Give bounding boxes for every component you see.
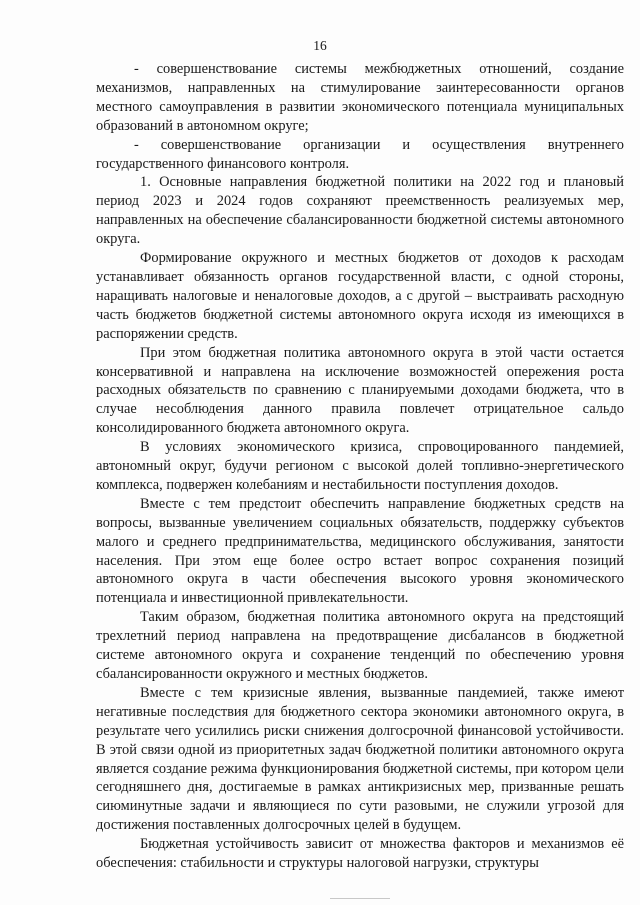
paragraph-budget-formation: Формирование окружного и местных бюджетов от доходов к расходам устанавливает обязанность органов государственной власти, с одной стороны, наращивать налоговые и неналоговые доходов, а с другой – выстраивать расходную часть бюджетов бюджетной системы автономного округа исходя из имеющихся в распоряжении средств. [96,250,624,342]
page-body [96,60,624,873]
paragraph-three-year-policy: Таким образом, бюджетная политика автономного округа на предстоящий трехлетний период направлена на предотвращение дисбалансов в бюджетной системе автономного округа и сохранение тенденций по обеспечению уровня сбалансированности окружного и местных бюджетов. [96,609,624,682]
scan-edge-mark [330,898,390,899]
paragraph-budget-funds-direction: Вместе с тем предстоит обеспечить направление бюджетных средств на вопросы, вызванные увеличением социальных обязательств, поддержку субъектов малого и среднего предпринимательства, медицинского обслуживания, занятости населения. При этом еще более остро встает вопрос сохранения позиций автономного округа в части обеспечения высокого уровня экономического потенциала и инвестиционной привлекательности. [96,495,624,607]
paragraph-budget-stability: Бюджетная устойчивость зависит от множества факторов и механизмов её обеспечения: стабильности и структуры налоговой нагрузки, структуры [96,836,624,872]
paragraph-bullet-interbudget-relations: - совершенствование системы межбюджетных отношений, создание механизмов, направленных на стимулирование заинтересованности органов местного самоуправления в развитии экономического потенциала муниципальных образований в автономном округе; [96,61,624,134]
page-number: 16 [313,38,327,53]
paragraph-main-directions: 1. Основные направления бюджетной политики на 2022 год и плановый период 2023 и 2024 годов сохраняют преемственность реализуемых мер, направленных на обеспечение сбалансированности бюджетной системы автономного округа. [96,174,624,248]
paragraph-economic-crisis: В условиях экономического кризиса, спровоцированного пандемией, автономный округ, будучи регионом с высокой долей топливно-энергетического комплекса, подвержен колебаниям и нестабильности поступления доходов. [96,439,624,493]
paragraph-bullet-financial-control: - совершенствование организации и осуществления внутреннего государственного финансового контроля. [96,136,624,172]
paragraph-conservative-policy: При этом бюджетная политика автономного округа в этой части остается консервативной и направлена на исключение возможностей опережения роста расходных обязательств по сравнению с планируемыми доходами бюджета, что в случае несоблюдения данного правила повлечет отрицательное сальдо консолидированного бюджета автономного округа. [96,344,624,437]
paragraph-crisis-consequences: Вместе с тем кризисные явления, вызванные пандемией, также имеют негативные последствия для бюджетного сектора экономики автономного округа, в результате чего усилились риски снижения долгосрочной финансовой устойчивости. В этой связи одной из приоритетных задач бюджетной политики автономного округа является создание режима функционирования бюджетной системы, при котором цели сегодняшнего дня, достигаемые в рамках антикризисных мер, призванные решать сиюминутные задачи и являющиеся по сути разовыми, не служили угрозой для достижения поставленных долгосрочных целей в будущем. [96,684,624,834]
